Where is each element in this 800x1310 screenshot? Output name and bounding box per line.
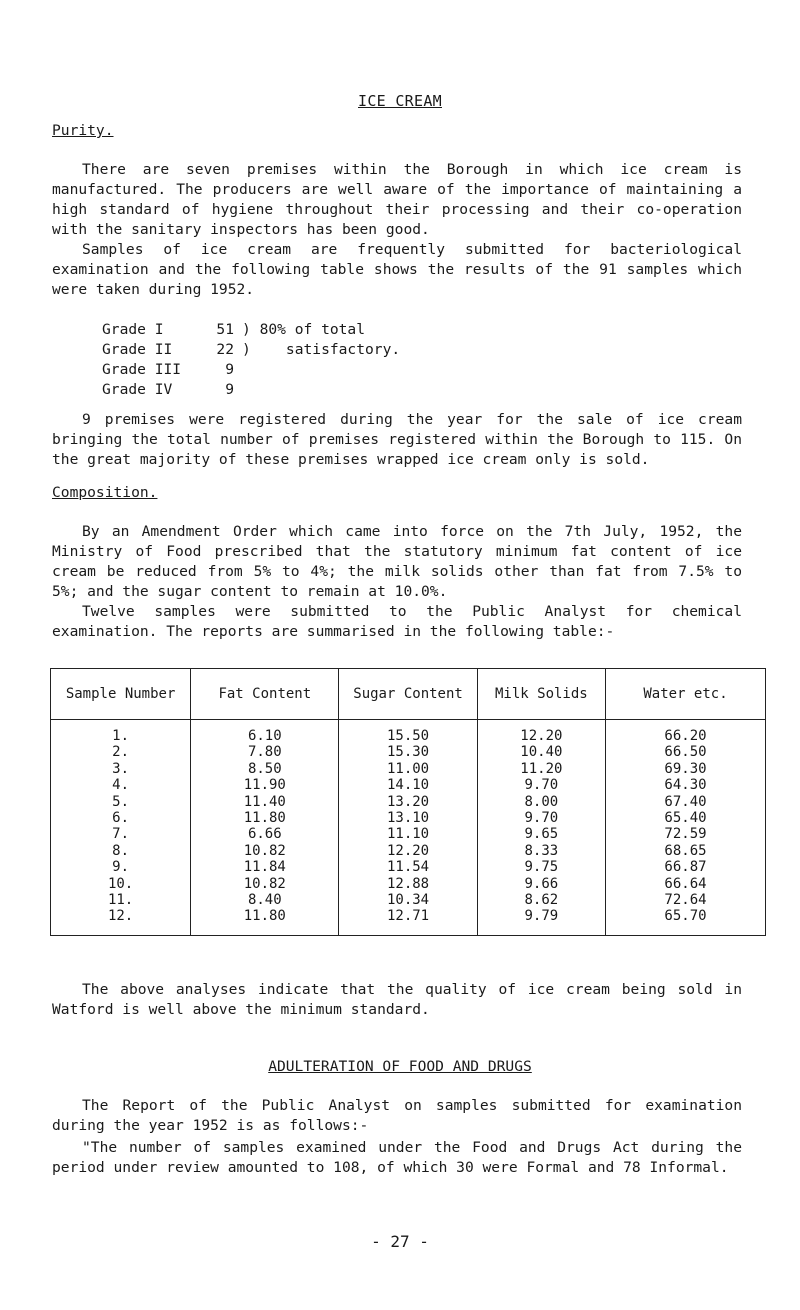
table-row xyxy=(51,794,766,810)
cell-milk-solids: 8.62 xyxy=(477,892,605,908)
table-row xyxy=(51,777,766,793)
composition-heading: Composition. xyxy=(52,484,158,501)
cell-water: 72.59 xyxy=(606,826,766,842)
cell-sample-number: 8. xyxy=(51,843,191,859)
cell-sugar-content: 12.20 xyxy=(339,843,477,859)
grade-count: 51 xyxy=(216,321,234,338)
cell-fat-content: 11.84 xyxy=(191,859,339,875)
cell-sample-number: 11. xyxy=(51,892,191,908)
grade-row xyxy=(102,360,400,380)
cell-sugar-content: 11.54 xyxy=(339,859,477,875)
cell-milk-solids: 10.40 xyxy=(477,744,605,760)
column-header-sugar-content: Sugar Content xyxy=(339,669,477,720)
grade-row xyxy=(102,380,400,400)
cell-water: 72.64 xyxy=(606,892,766,908)
cell-fat-content: 11.90 xyxy=(191,777,339,793)
adulteration-paragraph-1: The Report of the Public Analyst on samples submitted for examination during the year 1952 is as follows:- xyxy=(52,1097,742,1134)
grade-count: 22 xyxy=(216,341,234,358)
column-header-water: Water etc. xyxy=(606,669,766,720)
cell-fat-content: 10.82 xyxy=(191,876,339,892)
cell-fat-content: 6.10 xyxy=(191,720,339,745)
grade-note: ) 80% of total xyxy=(242,321,366,338)
grade-name: Grade I xyxy=(102,321,164,338)
grade-count: 9 xyxy=(225,381,234,398)
analysis-table xyxy=(50,668,766,936)
cell-milk-solids: 9.65 xyxy=(477,826,605,842)
grades-list xyxy=(102,320,400,400)
grade-count: 9 xyxy=(225,361,234,378)
cell-water: 65.70 xyxy=(606,908,766,935)
cell-water: 68.65 xyxy=(606,843,766,859)
cell-milk-solids: 11.20 xyxy=(477,761,605,777)
page-number: - 27 - xyxy=(371,1232,429,1251)
page-title: ICE CREAM xyxy=(358,92,442,110)
cell-sample-number: 1. xyxy=(51,720,191,745)
table-row xyxy=(51,810,766,826)
cell-milk-solids: 9.79 xyxy=(477,908,605,935)
cell-fat-content: 10.82 xyxy=(191,843,339,859)
cell-water: 66.50 xyxy=(606,744,766,760)
cell-sugar-content: 12.88 xyxy=(339,876,477,892)
table-row xyxy=(51,876,766,892)
purity-paragraph-1: There are seven premises within the Borough in which ice cream is manufactured. The producers are well aware of the importance of maintaining a high standard of hygiene throughout their processing and their co-operation with the sanitary inspectors has been good. xyxy=(52,161,742,238)
cell-water: 66.20 xyxy=(606,720,766,745)
cell-fat-content: 6.66 xyxy=(191,826,339,842)
cell-milk-solids: 9.66 xyxy=(477,876,605,892)
cell-sugar-content: 15.30 xyxy=(339,744,477,760)
cell-sample-number: 4. xyxy=(51,777,191,793)
cell-sample-number: 12. xyxy=(51,908,191,935)
cell-sugar-content: 13.20 xyxy=(339,794,477,810)
table-row xyxy=(51,892,766,908)
cell-water: 66.87 xyxy=(606,859,766,875)
table-row xyxy=(51,761,766,777)
grade-name: Grade II xyxy=(102,341,173,358)
purity-paragraph-2: Samples of ice cream are frequently submitted for bacteriological examination and the following table shows the results of the 91 samples which were taken during 1952. xyxy=(52,241,742,298)
cell-fat-content: 8.40 xyxy=(191,892,339,908)
table-row xyxy=(51,859,766,875)
cell-sample-number: 3. xyxy=(51,761,191,777)
cell-sugar-content: 12.71 xyxy=(339,908,477,935)
cell-fat-content: 11.80 xyxy=(191,908,339,935)
cell-milk-solids: 8.00 xyxy=(477,794,605,810)
table-row xyxy=(51,826,766,842)
table-row xyxy=(51,720,766,745)
cell-water: 65.40 xyxy=(606,810,766,826)
cell-sugar-content: 15.50 xyxy=(339,720,477,745)
grade-row xyxy=(102,340,400,360)
composition-paragraph-3: The above analyses indicate that the quality of ice cream being sold in Watford is well above the minimum standard. xyxy=(52,981,742,1018)
cell-water: 64.30 xyxy=(606,777,766,793)
cell-milk-solids: 9.75 xyxy=(477,859,605,875)
cell-sugar-content: 13.10 xyxy=(339,810,477,826)
cell-fat-content: 7.80 xyxy=(191,744,339,760)
cell-sample-number: 7. xyxy=(51,826,191,842)
grade-name: Grade III xyxy=(102,361,182,378)
cell-fat-content: 11.40 xyxy=(191,794,339,810)
grade-note: ) satisfactory. xyxy=(242,341,401,358)
cell-sample-number: 9. xyxy=(51,859,191,875)
cell-sample-number: 2. xyxy=(51,744,191,760)
column-header-milk-solids: Milk Solids xyxy=(477,669,605,720)
table-row xyxy=(51,744,766,760)
cell-water: 69.30 xyxy=(606,761,766,777)
grade-row xyxy=(102,320,400,340)
cell-fat-content: 8.50 xyxy=(191,761,339,777)
composition-paragraph-2: Twelve samples were submitted to the Public Analyst for chemical examination. The reports are summarised in the following table:- xyxy=(52,603,742,640)
cell-milk-solids: 8.33 xyxy=(477,843,605,859)
column-header-sample-number: Sample Number xyxy=(51,669,191,720)
grade-name: Grade IV xyxy=(102,381,173,398)
column-header-fat-content: Fat Content xyxy=(191,669,339,720)
cell-water: 66.64 xyxy=(606,876,766,892)
cell-milk-solids: 9.70 xyxy=(477,810,605,826)
cell-sample-number: 10. xyxy=(51,876,191,892)
cell-milk-solids: 9.70 xyxy=(477,777,605,793)
composition-paragraph-1: By an Amendment Order which came into force on the 7th July, 1952, the Ministry of Food prescribed that the statutory minimum fat content of ice cream be reduced from 5% to 4%; the milk solids other than fat from 7.5% to 5%; and the sugar content to remain at 10.0%. xyxy=(52,523,742,600)
adulteration-paragraph-2: "The number of samples examined under the Food and Drugs Act during the period under review amounted to 108, of which 30 were Formal and 78 Informal. xyxy=(52,1139,742,1176)
cell-milk-solids: 12.20 xyxy=(477,720,605,745)
table-row xyxy=(51,908,766,935)
cell-fat-content: 11.80 xyxy=(191,810,339,826)
cell-sugar-content: 14.10 xyxy=(339,777,477,793)
cell-sample-number: 6. xyxy=(51,810,191,826)
purity-paragraph-3: 9 premises were registered during the year for the sale of ice cream bringing the total number of premises registered within the Borough to 115. On the great majority of these premises wrapped ice cream only is sold. xyxy=(52,411,742,468)
cell-sample-number: 5. xyxy=(51,794,191,810)
purity-heading: Purity. xyxy=(52,122,114,139)
cell-water: 67.40 xyxy=(606,794,766,810)
table-header-row xyxy=(51,669,766,720)
cell-sugar-content: 11.10 xyxy=(339,826,477,842)
cell-sugar-content: 10.34 xyxy=(339,892,477,908)
adulteration-heading: ADULTERATION OF FOOD AND DRUGS xyxy=(268,1058,532,1075)
table-body xyxy=(51,720,766,936)
cell-sugar-content: 11.00 xyxy=(339,761,477,777)
table-row xyxy=(51,843,766,859)
